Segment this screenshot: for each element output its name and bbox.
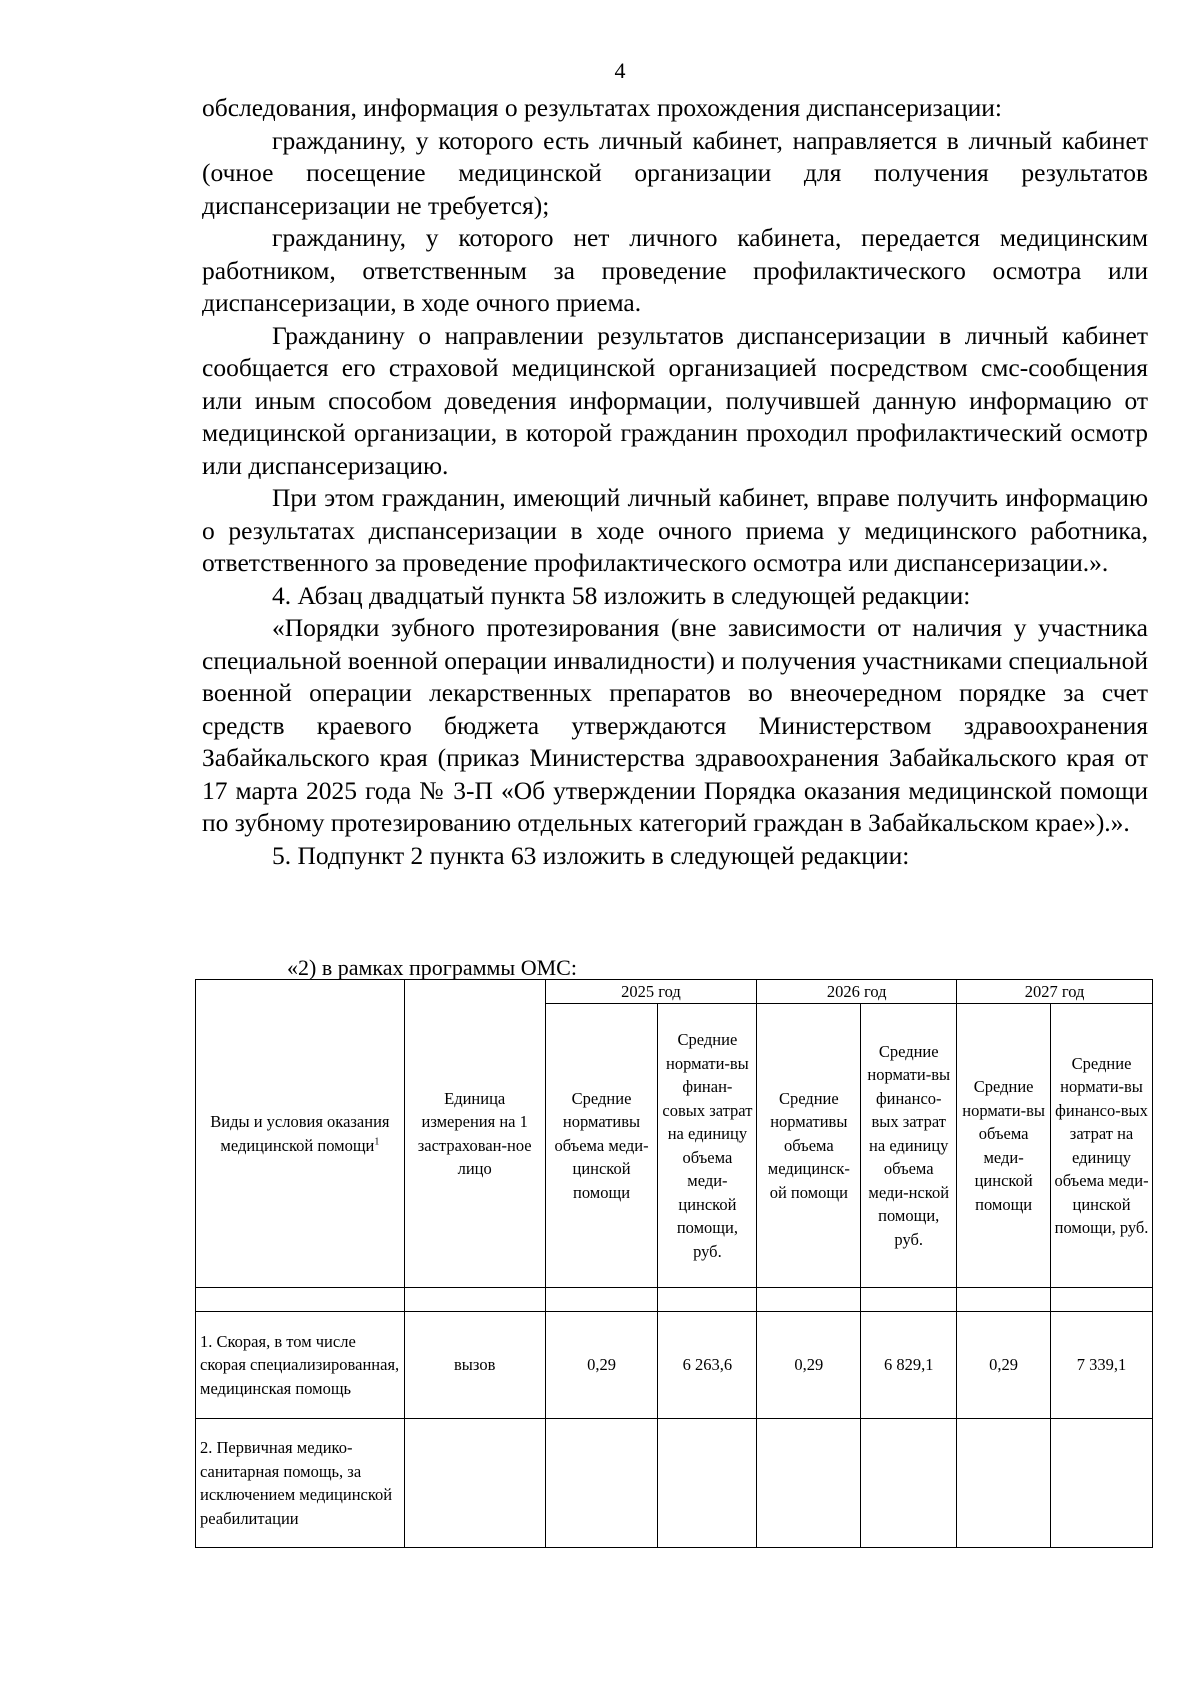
- footnote-mark: 1: [374, 1136, 380, 1147]
- header-volume-2027: Средние нормати-вы объема меди-цинской помощи: [957, 1004, 1051, 1288]
- header-cost-2025: Средние нормати-вы финан-совых затрат на единицу объема меди-цинской помощи, руб.: [658, 1004, 757, 1288]
- header-kind: [196, 980, 405, 1288]
- page-number: 4: [614, 58, 626, 83]
- header-unit: Единица измерения на 1 застрахован-ное лицо: [404, 980, 545, 1288]
- header-cost-2026: Средние нормати-вы финансо-вых затрат на единицу объема меди-нской помощи, руб.: [861, 1004, 957, 1288]
- paragraph: Гражданину о направлении результатов диспансеризации в личный кабинет сообщается его страховой медицинской организацией посредством смс-сообщения или иным способом доведения информации, получившей данную информацию от медицинской организации, в которой гражданин проходил профилактический осмотр или диспансеризацию.: [202, 320, 1148, 480]
- table-row-blank: [196, 1288, 1153, 1312]
- paragraph-item-4: 4. Абзац двадцатый пункта 58 изложить в следующей редакции:: [272, 580, 971, 610]
- document-body: [202, 92, 1148, 872]
- paragraph: При этом гражданин, имеющий личный кабинет, вправе получить информацию о результатах диспансеризации в ходе очного приема у медицинского работника, ответственного за проведение профилактического осмотра или диспансеризации.».: [202, 483, 1148, 577]
- paragraph: гражданину, у которого есть личный кабинет, направляется в личный кабинет (очное посещение медицинской организации для получения результатов диспансеризации не требуется);: [202, 125, 1148, 220]
- paragraph: гражданину, у которого нет личного кабинета, передается медицинским работником, ответственным за проведение профилактического осмотра или диспансеризации, в ходе очного приема.: [202, 223, 1148, 317]
- header-year-2027: 2027 год: [957, 980, 1153, 1004]
- row-value: 6 829,1: [861, 1312, 957, 1419]
- row-value: 0,29: [545, 1312, 658, 1419]
- row-kind: 2. Первичная медико-санитарная помощь, за исключением медицинской реабилитации: [196, 1419, 405, 1548]
- table-row: [196, 1419, 1153, 1548]
- header-kind-label: Виды и условия оказания медицинской помощи: [210, 1112, 390, 1155]
- oms-table: [195, 979, 1153, 1548]
- header-year-2026: 2026 год: [757, 980, 957, 1004]
- row-value: 0,29: [757, 1312, 861, 1419]
- row-value: 7 339,1: [1051, 1312, 1153, 1419]
- row-value: [545, 1419, 658, 1548]
- row-unit: [404, 1419, 545, 1548]
- header-cost-2027: Средние нормати-вы финансо-вых затрат на единицу объема меди-цинской помощи, руб.: [1051, 1004, 1153, 1288]
- row-value: [861, 1419, 957, 1548]
- header-volume-2025: Средние нормативы объема меди-цинской помощи: [545, 1004, 658, 1288]
- table-intro: «2) в рамках программы ОМС:: [287, 955, 577, 980]
- row-value: 6 263,6: [658, 1312, 757, 1419]
- header-volume-2026: Средние нормативы объема медицинск-ой помощи: [757, 1004, 861, 1288]
- paragraph-item-5: 5. Подпункт 2 пункта 63 изложить в следующей редакции:: [272, 840, 910, 870]
- row-value: [957, 1419, 1051, 1548]
- row-value: [1051, 1419, 1153, 1548]
- row-value: 0,29: [957, 1312, 1051, 1419]
- row-value: [658, 1419, 757, 1548]
- header-year-2025: 2025 год: [545, 980, 757, 1004]
- row-unit: вызов: [404, 1312, 545, 1419]
- row-value: [757, 1419, 861, 1548]
- paragraph: обследования, информация о результатах прохождения диспансеризации:: [202, 93, 1002, 122]
- paragraph-quote: «Порядки зубного протезирования (вне зависимости от наличия у участника специальной военной операции инвалидности) и получения участниками специальной военной операции лекарственных препаратов во внеочередном порядке за счет средств краевого бюджета утверждаются Министерством здравоохранения Забайкальского края (приказ Министерства здравоохранения Забайкальского края от 17 марта 2025 года № 3-П «Об утверждении Порядка оказания медицинской помощи по зубному протезированию отдельных категорий граждан в Забайкальском крае»).».: [202, 613, 1148, 837]
- row-kind: 1. Скорая, в том числе скорая специализированная, медицинская помощь: [196, 1312, 405, 1419]
- table-row: [196, 1312, 1153, 1419]
